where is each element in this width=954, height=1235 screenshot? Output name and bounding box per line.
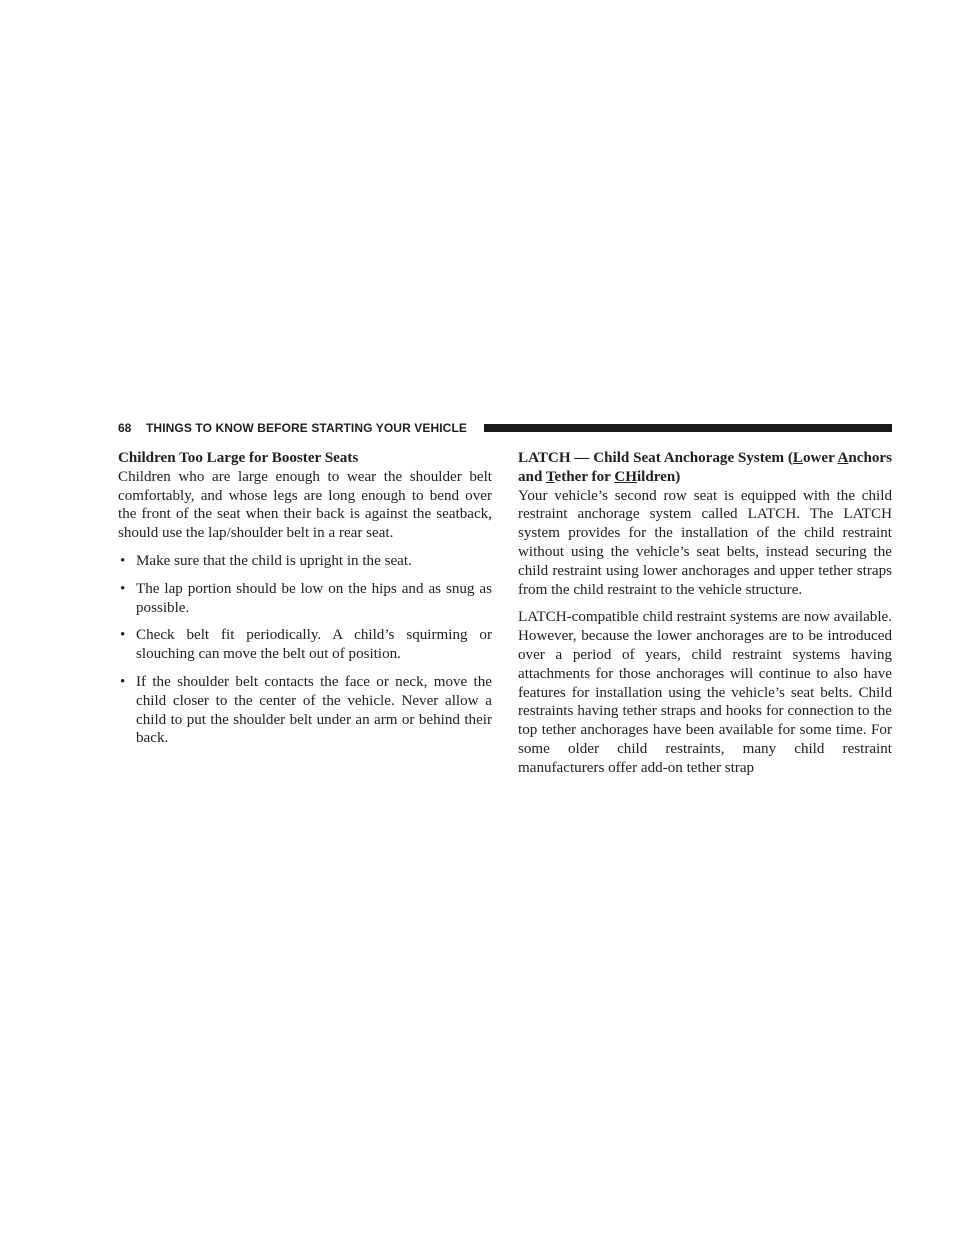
list-item-text: Check belt fit periodically. A child’s squirming or slouching can move the belt out of position. [136,627,492,663]
page-header [118,419,892,437]
list-item [118,580,492,618]
heading-children-too-large: Children Too Large for Booster Seats [118,450,359,466]
list-item [118,552,492,571]
bullet-list [118,552,492,748]
section-title: THINGS TO KNOW BEFORE STARTING YOUR VEHICLE [146,421,467,435]
list-item-text: If the shoulder belt contacts the face or neck, move the child closer to the center of the vehicle. Never allow a child to put the shoulder belt under an arm or behind their back. [136,673,492,747]
left-column [118,449,492,757]
bullet-icon: • [120,552,126,569]
right-column [518,449,892,778]
list-item-text: Make sure that the child is upright in the seat. [136,552,412,569]
list-item-text: The lap portion should be low on the hips and as snug as possible. [136,580,492,616]
page-number: 68 [118,421,132,435]
list-item [118,673,492,748]
bullet-icon: • [120,673,126,690]
latch-paragraph-1: Your vehicle’s second row seat is equipped with the child restraint anchorage system called LATCH. The LATCH system provides for the installation of the child restraint without using the vehicle’s seat belts, instead securing the child restraint using lower anchorages and upper tether straps from the child restraint to the vehicle structure. [518,487,892,598]
heading-latch: LATCH — Child Seat Anchorage System (Lower Anchors and Tether for CHildren) [518,450,892,485]
header-rule-bar [484,424,892,432]
intro-paragraph: Children who are large enough to wear the shoulder belt comfortably, and whose legs are long enough to bend over the front of the seat when their back is against the seatback, should use the lap/shoulder belt in a rear seat. [118,468,492,542]
list-item [118,626,492,664]
latch-paragraph-2: LATCH-compatible child restraint systems are now available. However, because the lower anchorages are to be introduced over a period of years, child restraint systems having attachments for those anchorages will continue to also have features for installation using the vehicle’s seat belts. Child restraints having tether straps and hooks for connection to the top tether anchorages have been available for some time. For some older child restraints, many child restraint manufacturers offer add-on tether strap [518,609,892,776]
bullet-icon: • [120,580,126,597]
bullet-icon: • [120,627,126,644]
